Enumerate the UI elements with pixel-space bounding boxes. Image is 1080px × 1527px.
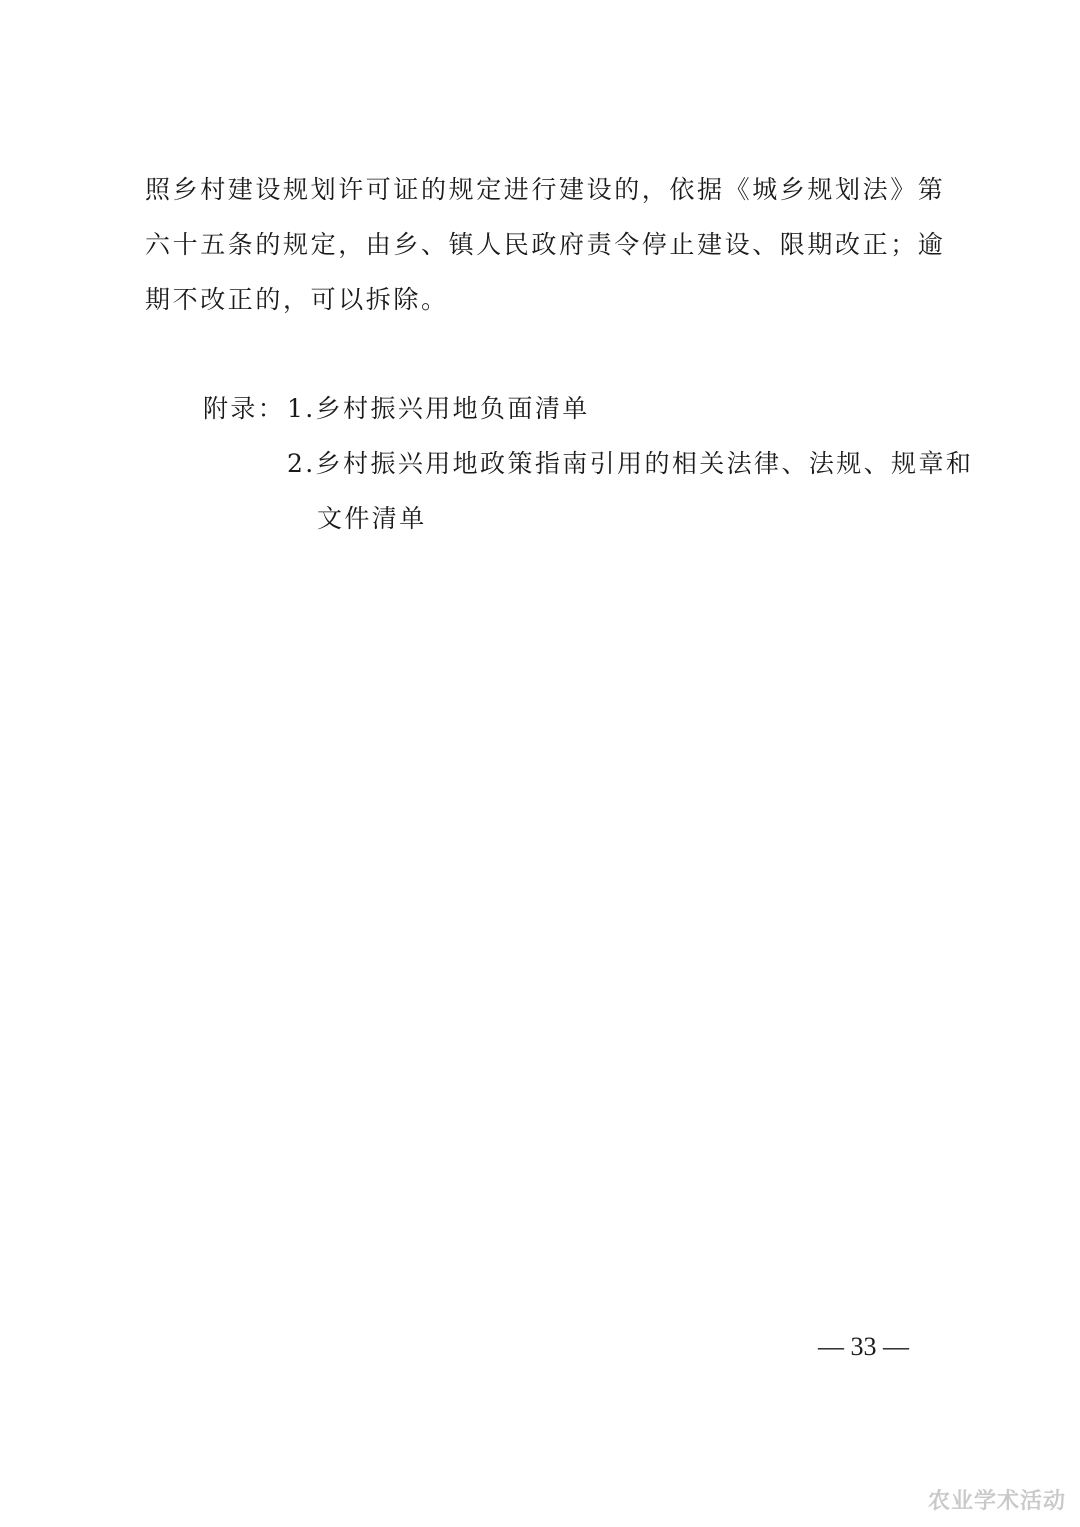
watermark-text: 农业学术活动 xyxy=(927,1489,1066,1514)
body-line-3: 期不改正的，可以拆除。 xyxy=(145,285,449,314)
appendix-label: 附录： xyxy=(203,394,286,423)
appendix-section xyxy=(203,381,974,546)
appendix-item-1: 1.乡村振兴用地负面清单 xyxy=(287,394,590,423)
body-line-2: 六十五条的规定，由乡、镇人民政府责令停止建设、限期改正；逾 xyxy=(145,230,946,259)
page-number: — 33 — xyxy=(818,1332,909,1361)
appendix-item-2-line-2: 文件清单 xyxy=(317,504,427,533)
appendix-row-1 xyxy=(203,381,943,436)
body-line-1: 照乡村建设规划许可证的规定进行建设的，依据《城乡规划法》第 xyxy=(145,175,946,204)
appendix-row-2 xyxy=(203,436,974,491)
appendix-item-2-line-1: 2.乡村振兴用地政策指南引用的相关法律、法规、规章和 xyxy=(287,449,974,478)
body-paragraph xyxy=(145,162,946,327)
appendix-row-3 xyxy=(203,491,943,546)
